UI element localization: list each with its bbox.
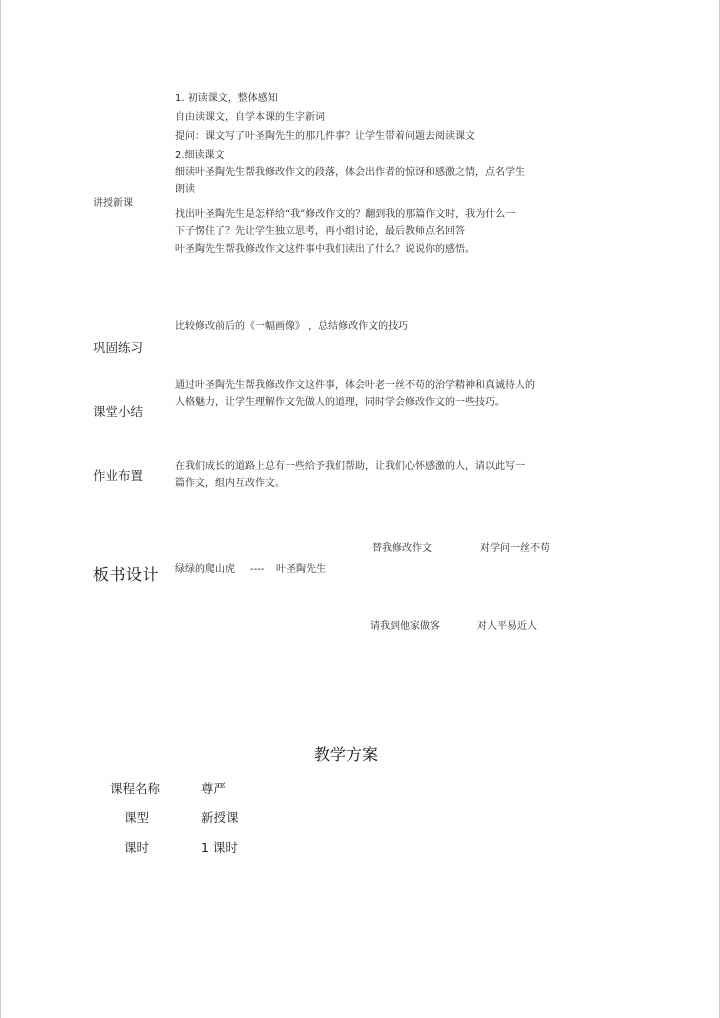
plan-value-course: 尊严 [201, 781, 227, 796]
board-bottom-right: 对人平易近人 [477, 621, 537, 632]
section-label-homework: 作业布置 [93, 468, 144, 483]
section-label-practice: 巩固练习 [93, 340, 144, 355]
plan-key-type: 课型 [124, 810, 150, 825]
board-center: 叶圣陶先生 [276, 564, 326, 575]
lecture-line: 2.细读课文 [175, 150, 225, 161]
section-label-summary: 课堂小结 [93, 404, 144, 419]
summary-line: 通过叶圣陶先生帮我修改作文这件事，体会叶老一丝不苟的治学精神和真诚待人的 [175, 380, 535, 391]
section-label-lecture: 讲授新课 [93, 198, 133, 209]
lecture-line: 细读叶圣陶先生帮我修改作文的段落，体会出作者的惊讶和感激之情，点名学生 [175, 167, 525, 178]
plan-value-type: 新授课 [201, 810, 239, 825]
lecture-line: 提问：课文写了叶圣陶先生的那几件事？让学生带着问题去阅读课文 [175, 131, 475, 142]
lecture-line: 自由读课文，自学本课的生字新词 [175, 112, 325, 123]
lecture-line: 1. 初读课文，整体感知 [175, 93, 278, 104]
lecture-line: 找出叶圣陶先生是怎样给“我”修改作文的？翻到我的那篇作文时，我为什么一 [175, 209, 516, 220]
board-left: 绿绿的爬山虎 [175, 564, 235, 575]
summary-line: 人格魅力，让学生理解作文先做人的道理，同时学会修改作文的一些技巧。 [175, 397, 505, 408]
lecture-line: 下子愣住了？先让学生独立思考，再小组讨论，最后教师点名回答 [175, 226, 465, 237]
plan-value-hours: 1 课时 [201, 840, 238, 855]
board-top-left: 替我修改作文 [372, 543, 432, 554]
plan-key-hours: 课时 [124, 840, 150, 855]
plan-title: 教学方案 [314, 745, 379, 764]
plan-key-course: 课程名称 [110, 781, 161, 796]
section-label-board: 板书设计 [93, 565, 160, 584]
practice-text: 比较修改前后的《一幅画像》 ，总结修改作文的技巧 [175, 321, 409, 332]
board-dash: ---- [250, 564, 265, 575]
lecture-line: 朗读 [175, 184, 195, 195]
lecture-line: 叶圣陶先生帮我修改作文这件事中我们读出了什么？说说你的感悟。 [175, 244, 475, 255]
board-bottom-left: 请我到他家做客 [370, 621, 440, 632]
board-top-right: 对学问一丝不苟 [480, 543, 550, 554]
homework-line: 篇作文，组内互改作文。 [175, 478, 285, 489]
homework-line: 在我们成长的道路上总有一些给予我们帮助，让我们心怀感激的人，请以此写一 [175, 461, 525, 472]
page-edge-left [0, 0, 1, 1018]
